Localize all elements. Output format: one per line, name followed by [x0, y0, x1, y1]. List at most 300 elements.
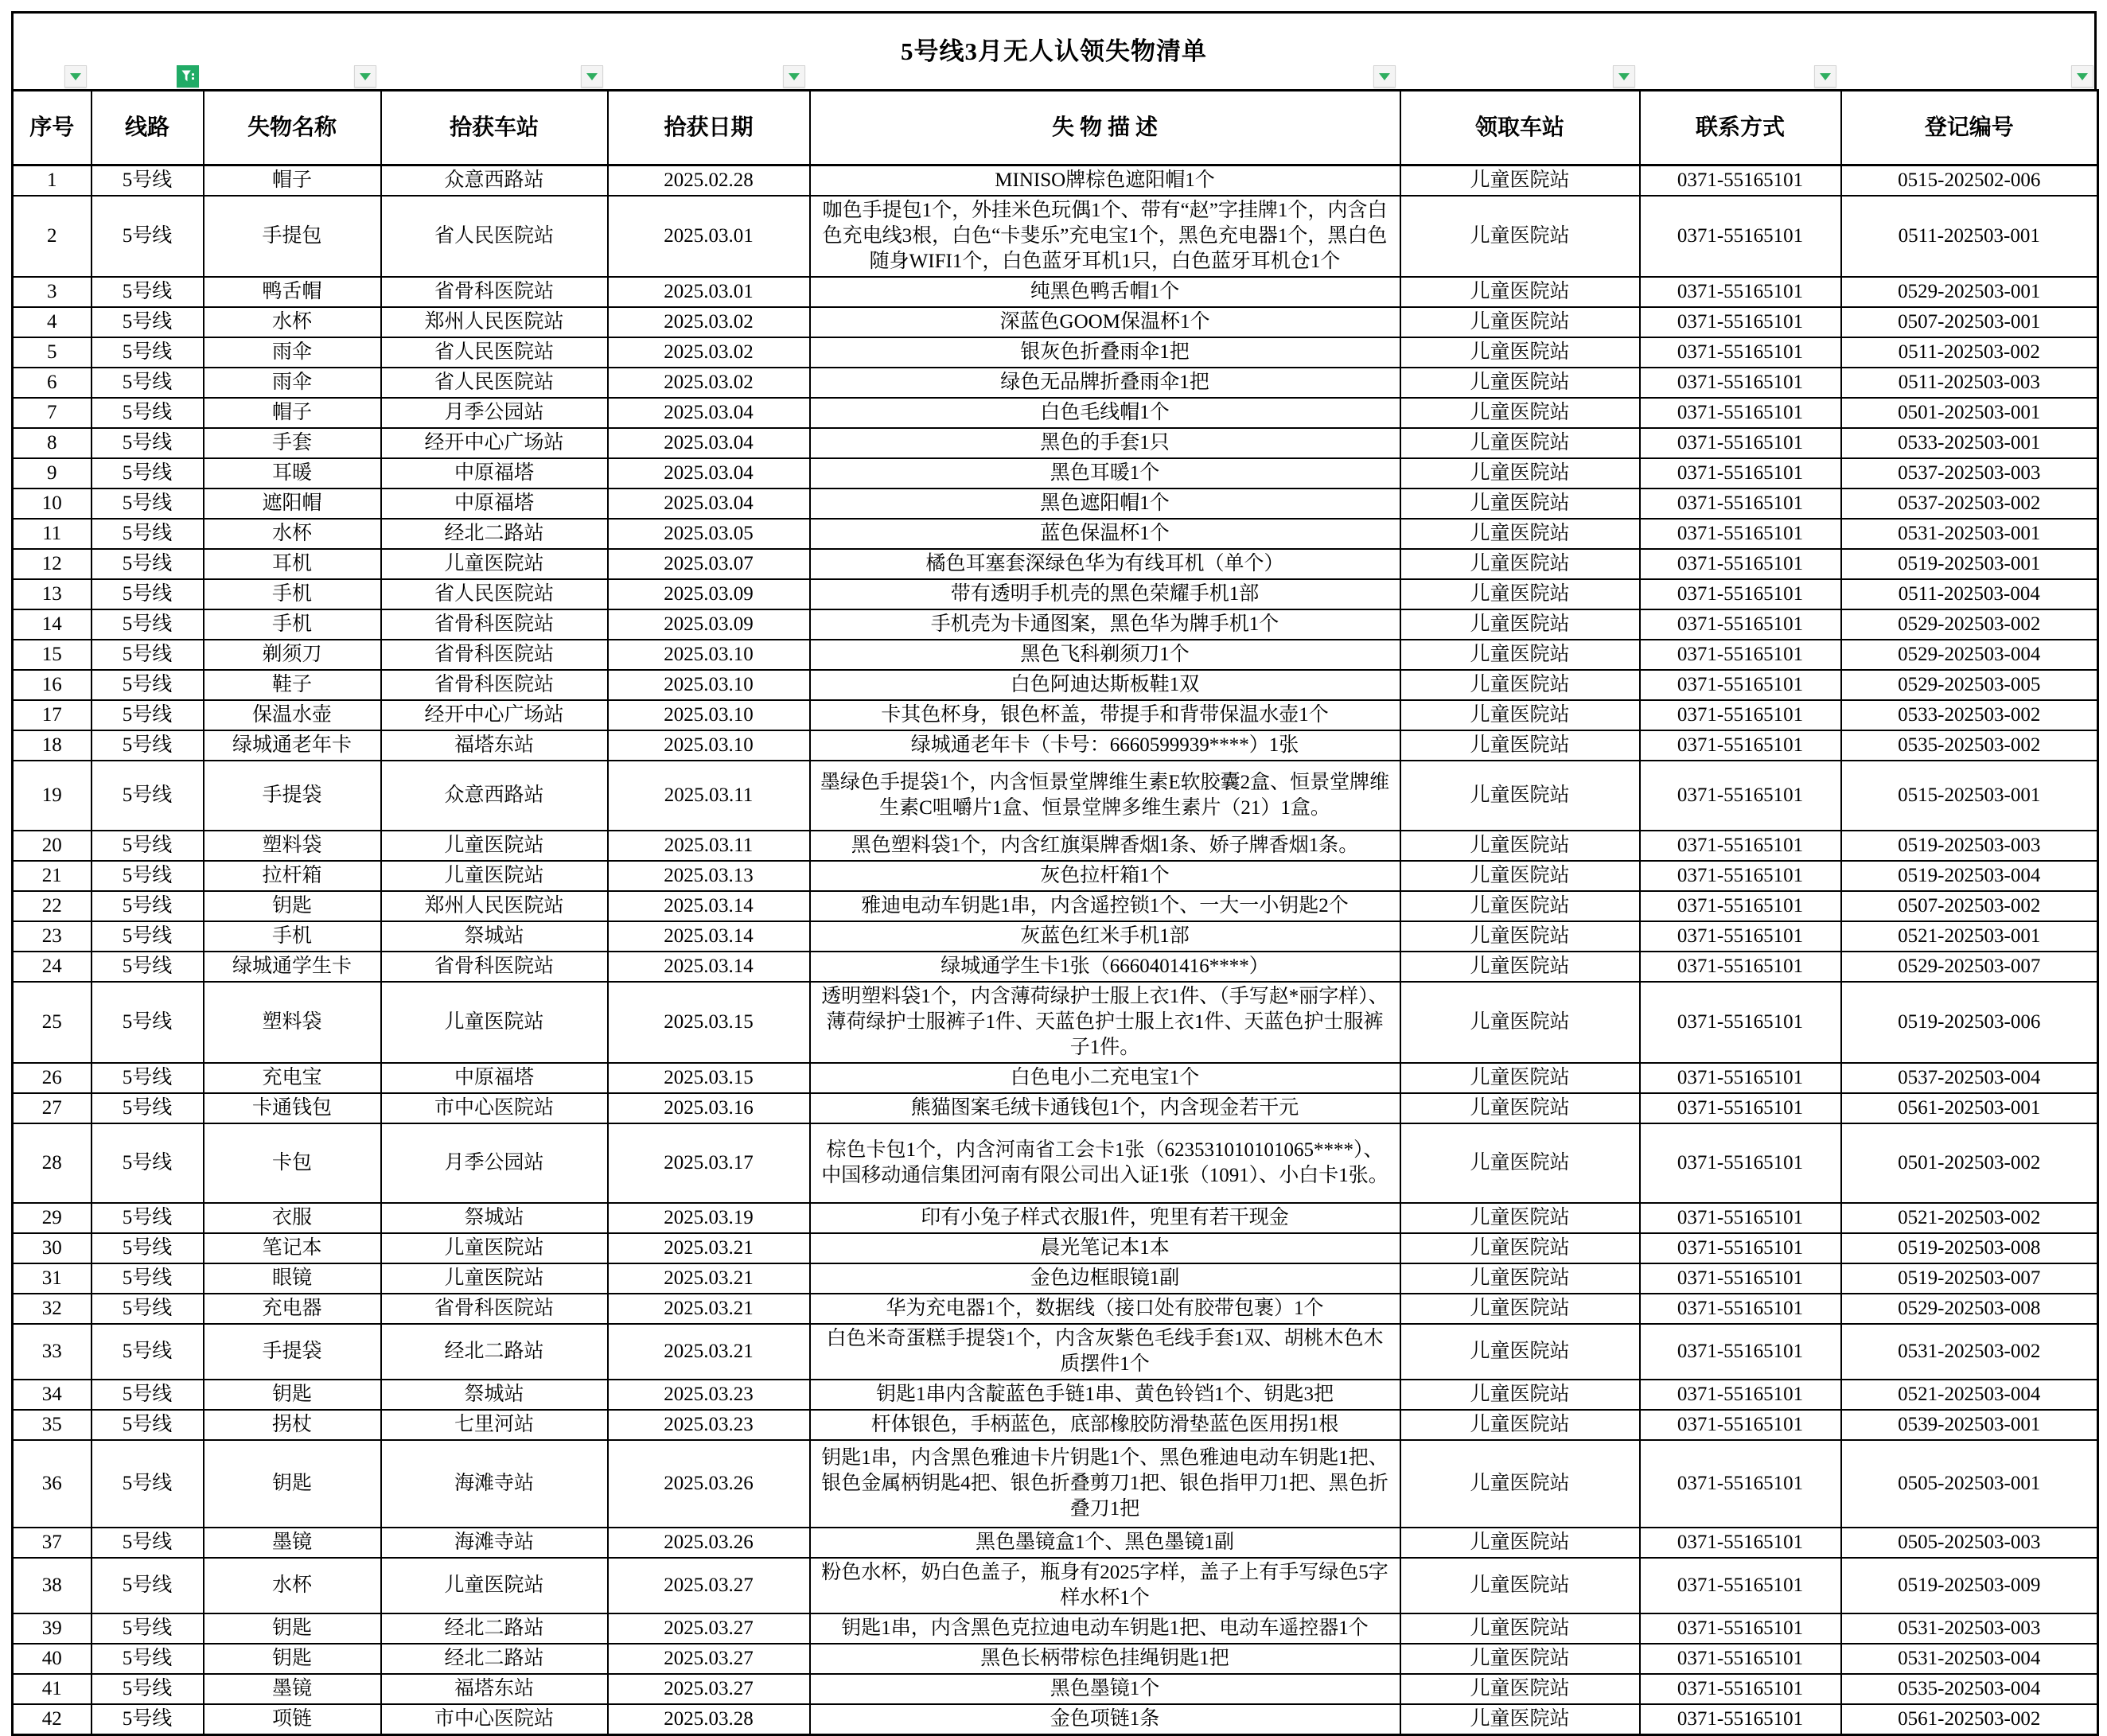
- description-cell[interactable]: 钥匙1串，内含黑色克拉迪电动车钥匙1把、电动车遥控器1个: [810, 1613, 1400, 1644]
- registration-cell[interactable]: 0505-202503-001: [1841, 1440, 2098, 1528]
- found-date-cell[interactable]: 2025.03.04: [608, 458, 810, 488]
- line-cell[interactable]: 5号线: [92, 982, 204, 1063]
- index-cell[interactable]: 30: [13, 1233, 92, 1263]
- contact-cell[interactable]: 0371-55165101: [1640, 277, 1841, 307]
- found-date-cell[interactable]: 2025.03.13: [608, 861, 810, 891]
- registration-cell[interactable]: 0537-202503-002: [1841, 488, 2098, 519]
- registration-cell[interactable]: 0511-202503-001: [1841, 196, 2098, 277]
- contact-cell[interactable]: 0371-55165101: [1640, 1263, 1841, 1294]
- description-cell[interactable]: 黑色墨镜盒1个、黑色墨镜1副: [810, 1528, 1400, 1558]
- item-name-cell[interactable]: 拐杖: [204, 1410, 381, 1440]
- item-name-cell[interactable]: 鸭舌帽: [204, 277, 381, 307]
- filter-dropdown-button-found-date[interactable]: [783, 65, 805, 88]
- item-name-cell[interactable]: 遮阳帽: [204, 488, 381, 519]
- line-cell[interactable]: 5号线: [92, 1410, 204, 1440]
- item-name-cell[interactable]: 卡包: [204, 1123, 381, 1203]
- description-cell[interactable]: 黑色遮阳帽1个: [810, 488, 1400, 519]
- registration-cell[interactable]: 0531-202503-002: [1841, 1324, 2098, 1380]
- line-cell[interactable]: 5号线: [92, 398, 204, 428]
- description-cell[interactable]: 熊猫图案毛绒卡通钱包1个，内含现金若干元: [810, 1093, 1400, 1123]
- found-station-cell[interactable]: 众意西路站: [381, 761, 608, 831]
- description-cell[interactable]: 灰色拉杆箱1个: [810, 861, 1400, 891]
- column-header-contact[interactable]: 联系方式: [1640, 91, 1841, 165]
- index-cell[interactable]: 9: [13, 458, 92, 488]
- registration-cell[interactable]: 0507-202503-001: [1841, 307, 2098, 337]
- claim-station-cell[interactable]: 儿童医院站: [1400, 1203, 1640, 1233]
- index-cell[interactable]: 34: [13, 1380, 92, 1410]
- found-date-cell[interactable]: 2025.03.01: [608, 196, 810, 277]
- description-cell[interactable]: 绿色无品牌折叠雨伞1把: [810, 368, 1400, 398]
- index-cell[interactable]: 33: [13, 1324, 92, 1380]
- claim-station-cell[interactable]: 儿童医院站: [1400, 1674, 1640, 1704]
- contact-cell[interactable]: 0371-55165101: [1640, 1558, 1841, 1613]
- line-cell[interactable]: 5号线: [92, 861, 204, 891]
- index-cell[interactable]: 6: [13, 368, 92, 398]
- claim-station-cell[interactable]: 儿童医院站: [1400, 398, 1640, 428]
- description-cell[interactable]: 带有透明手机壳的黑色荣耀手机1部: [810, 579, 1400, 609]
- description-cell[interactable]: 杆体银色，手柄蓝色，底部橡胶防滑垫蓝色医用拐1根: [810, 1410, 1400, 1440]
- description-cell[interactable]: 晨光笔记本1本: [810, 1233, 1400, 1263]
- index-cell[interactable]: 31: [13, 1263, 92, 1294]
- registration-cell[interactable]: 0515-202503-001: [1841, 761, 2098, 831]
- found-station-cell[interactable]: 儿童医院站: [381, 1558, 608, 1613]
- found-station-cell[interactable]: 七里河站: [381, 1410, 608, 1440]
- index-cell[interactable]: 27: [13, 1093, 92, 1123]
- description-cell[interactable]: 黑色塑料袋1个，内含红旗渠牌香烟1条、娇子牌香烟1条。: [810, 831, 1400, 861]
- found-station-cell[interactable]: 经北二路站: [381, 519, 608, 549]
- claim-station-cell[interactable]: 儿童医院站: [1400, 730, 1640, 761]
- claim-station-cell[interactable]: 儿童医院站: [1400, 1233, 1640, 1263]
- line-cell[interactable]: 5号线: [92, 609, 204, 640]
- found-date-cell[interactable]: 2025.03.02: [608, 307, 810, 337]
- item-name-cell[interactable]: 水杯: [204, 307, 381, 337]
- index-cell[interactable]: 15: [13, 640, 92, 670]
- found-date-cell[interactable]: 2025.03.02: [608, 337, 810, 368]
- found-date-cell[interactable]: 2025.03.26: [608, 1440, 810, 1528]
- index-cell[interactable]: 38: [13, 1558, 92, 1613]
- claim-station-cell[interactable]: 儿童医院站: [1400, 519, 1640, 549]
- contact-cell[interactable]: 0371-55165101: [1640, 761, 1841, 831]
- contact-cell[interactable]: 0371-55165101: [1640, 549, 1841, 579]
- description-cell[interactable]: 白色米奇蛋糕手提袋1个，内含灰紫色毛线手套1双、胡桃木色木质摆件1个: [810, 1324, 1400, 1380]
- contact-cell[interactable]: 0371-55165101: [1640, 1528, 1841, 1558]
- contact-cell[interactable]: 0371-55165101: [1640, 1123, 1841, 1203]
- found-date-cell[interactable]: 2025.03.10: [608, 640, 810, 670]
- found-station-cell[interactable]: 省人民医院站: [381, 368, 608, 398]
- column-header-line[interactable]: 线路: [92, 91, 204, 165]
- claim-station-cell[interactable]: 儿童医院站: [1400, 1063, 1640, 1093]
- description-cell[interactable]: MINISO牌棕色遮阳帽1个: [810, 165, 1400, 197]
- found-station-cell[interactable]: 省人民医院站: [381, 196, 608, 277]
- found-date-cell[interactable]: 2025.03.10: [608, 670, 810, 700]
- found-date-cell[interactable]: 2025.03.17: [608, 1123, 810, 1203]
- contact-cell[interactable]: 0371-55165101: [1640, 921, 1841, 952]
- claim-station-cell[interactable]: 儿童医院站: [1400, 609, 1640, 640]
- claim-station-cell[interactable]: 儿童医院站: [1400, 982, 1640, 1063]
- found-station-cell[interactable]: 经北二路站: [381, 1613, 608, 1644]
- found-date-cell[interactable]: 2025.03.21: [608, 1233, 810, 1263]
- line-cell[interactable]: 5号线: [92, 1294, 204, 1324]
- claim-station-cell[interactable]: 儿童医院站: [1400, 1294, 1640, 1324]
- found-station-cell[interactable]: 月季公园站: [381, 1123, 608, 1203]
- registration-cell[interactable]: 0511-202503-002: [1841, 337, 2098, 368]
- description-cell[interactable]: 钥匙1串，内含黑色雅迪卡片钥匙1个、黑色雅迪电动车钥匙1把、银色金属柄钥匙4把、银色折叠剪刀1把、银色指甲刀1把、黑色折叠刀1把: [810, 1440, 1400, 1528]
- column-header-description[interactable]: 失 物 描 述: [810, 91, 1400, 165]
- contact-cell[interactable]: 0371-55165101: [1640, 398, 1841, 428]
- claim-station-cell[interactable]: 儿童医院站: [1400, 488, 1640, 519]
- index-cell[interactable]: 22: [13, 891, 92, 921]
- description-cell[interactable]: 棕色卡包1个，内含河南省工会卡1张（623531010101065****）、中国移动通信集团河南有限公司出入证1张（1091）、小白卡1张。: [810, 1123, 1400, 1203]
- found-date-cell[interactable]: 2025.03.23: [608, 1410, 810, 1440]
- found-date-cell[interactable]: 2025.03.09: [608, 609, 810, 640]
- item-name-cell[interactable]: 钥匙: [204, 1440, 381, 1528]
- registration-cell[interactable]: 0515-202502-006: [1841, 165, 2098, 197]
- contact-cell[interactable]: 0371-55165101: [1640, 1203, 1841, 1233]
- line-cell[interactable]: 5号线: [92, 640, 204, 670]
- registration-cell[interactable]: 0521-202503-001: [1841, 921, 2098, 952]
- index-cell[interactable]: 24: [13, 952, 92, 982]
- contact-cell[interactable]: 0371-55165101: [1640, 1093, 1841, 1123]
- found-date-cell[interactable]: 2025.03.27: [608, 1644, 810, 1674]
- registration-cell[interactable]: 0531-202503-001: [1841, 519, 2098, 549]
- item-name-cell[interactable]: 钥匙: [204, 1613, 381, 1644]
- found-station-cell[interactable]: 经北二路站: [381, 1644, 608, 1674]
- found-station-cell[interactable]: 祭城站: [381, 1380, 608, 1410]
- claim-station-cell[interactable]: 儿童医院站: [1400, 670, 1640, 700]
- contact-cell[interactable]: 0371-55165101: [1640, 368, 1841, 398]
- contact-cell[interactable]: 0371-55165101: [1640, 1294, 1841, 1324]
- found-station-cell[interactable]: 市中心医院站: [381, 1704, 608, 1735]
- index-cell[interactable]: 2: [13, 196, 92, 277]
- filter-dropdown-button-contact[interactable]: [1814, 65, 1836, 88]
- found-station-cell[interactable]: 月季公园站: [381, 398, 608, 428]
- contact-cell[interactable]: 0371-55165101: [1640, 1674, 1841, 1704]
- line-cell[interactable]: 5号线: [92, 670, 204, 700]
- claim-station-cell[interactable]: 儿童医院站: [1400, 952, 1640, 982]
- line-cell[interactable]: 5号线: [92, 1063, 204, 1093]
- index-cell[interactable]: 1: [13, 165, 92, 197]
- registration-cell[interactable]: 0529-202503-005: [1841, 670, 2098, 700]
- item-name-cell[interactable]: 钥匙: [204, 1380, 381, 1410]
- line-cell[interactable]: 5号线: [92, 368, 204, 398]
- found-station-cell[interactable]: 儿童医院站: [381, 982, 608, 1063]
- contact-cell[interactable]: 0371-55165101: [1640, 831, 1841, 861]
- found-date-cell[interactable]: 2025.03.21: [608, 1294, 810, 1324]
- item-name-cell[interactable]: 雨伞: [204, 337, 381, 368]
- registration-cell[interactable]: 0519-202503-008: [1841, 1233, 2098, 1263]
- description-cell[interactable]: 白色电小二充电宝1个: [810, 1063, 1400, 1093]
- claim-station-cell[interactable]: 儿童医院站: [1400, 1380, 1640, 1410]
- found-station-cell[interactable]: 海滩寺站: [381, 1440, 608, 1528]
- claim-station-cell[interactable]: 儿童医院站: [1400, 921, 1640, 952]
- line-cell[interactable]: 5号线: [92, 196, 204, 277]
- item-name-cell[interactable]: 保温水壶: [204, 700, 381, 730]
- found-date-cell[interactable]: 2025.03.15: [608, 1063, 810, 1093]
- item-name-cell[interactable]: 钥匙: [204, 891, 381, 921]
- found-date-cell[interactable]: 2025.02.28: [608, 165, 810, 197]
- line-cell[interactable]: 5号线: [92, 307, 204, 337]
- description-cell[interactable]: 白色阿迪达斯板鞋1双: [810, 670, 1400, 700]
- contact-cell[interactable]: 0371-55165101: [1640, 196, 1841, 277]
- claim-station-cell[interactable]: 儿童医院站: [1400, 831, 1640, 861]
- registration-cell[interactable]: 0519-202503-001: [1841, 549, 2098, 579]
- line-cell[interactable]: 5号线: [92, 1263, 204, 1294]
- found-date-cell[interactable]: 2025.03.19: [608, 1203, 810, 1233]
- found-station-cell[interactable]: 众意西路站: [381, 165, 608, 197]
- index-cell[interactable]: 13: [13, 579, 92, 609]
- item-name-cell[interactable]: 手套: [204, 428, 381, 458]
- claim-station-cell[interactable]: 儿童医院站: [1400, 1440, 1640, 1528]
- claim-station-cell[interactable]: 儿童医院站: [1400, 1324, 1640, 1380]
- column-header-claim-station[interactable]: 领取车站: [1400, 91, 1640, 165]
- line-cell[interactable]: 5号线: [92, 1203, 204, 1233]
- claim-station-cell[interactable]: 儿童医院站: [1400, 861, 1640, 891]
- found-station-cell[interactable]: 祭城站: [381, 1203, 608, 1233]
- index-cell[interactable]: 20: [13, 831, 92, 861]
- found-station-cell[interactable]: 儿童医院站: [381, 831, 608, 861]
- item-name-cell[interactable]: 雨伞: [204, 368, 381, 398]
- description-cell[interactable]: 手机壳为卡通图案，黑色华为牌手机1个: [810, 609, 1400, 640]
- item-name-cell[interactable]: 帽子: [204, 398, 381, 428]
- line-cell[interactable]: 5号线: [92, 579, 204, 609]
- description-cell[interactable]: 印有小兔子样式衣服1件，兜里有若干现金: [810, 1203, 1400, 1233]
- registration-cell[interactable]: 0531-202503-003: [1841, 1613, 2098, 1644]
- description-cell[interactable]: 墨绿色手提袋1个，内含恒景堂牌维生素E软胶囊2盒、恒景堂牌维生素C咀嚼片1盒、恒景堂牌多维生素片（21）1盒。: [810, 761, 1400, 831]
- found-date-cell[interactable]: 2025.03.15: [608, 982, 810, 1063]
- registration-cell[interactable]: 0505-202503-003: [1841, 1528, 2098, 1558]
- found-station-cell[interactable]: 省骨科医院站: [381, 1294, 608, 1324]
- line-cell[interactable]: 5号线: [92, 1644, 204, 1674]
- item-name-cell[interactable]: 水杯: [204, 519, 381, 549]
- found-station-cell[interactable]: 郑州人民医院站: [381, 307, 608, 337]
- registration-cell[interactable]: 0535-202503-004: [1841, 1674, 2098, 1704]
- index-cell[interactable]: 23: [13, 921, 92, 952]
- claim-station-cell[interactable]: 儿童医院站: [1400, 549, 1640, 579]
- contact-cell[interactable]: 0371-55165101: [1640, 337, 1841, 368]
- item-name-cell[interactable]: 墨镜: [204, 1528, 381, 1558]
- line-cell[interactable]: 5号线: [92, 549, 204, 579]
- description-cell[interactable]: 绿城通老年卡（卡号：6660599939****）1张: [810, 730, 1400, 761]
- registration-cell[interactable]: 0537-202503-004: [1841, 1063, 2098, 1093]
- index-cell[interactable]: 40: [13, 1644, 92, 1674]
- registration-cell[interactable]: 0521-202503-002: [1841, 1203, 2098, 1233]
- registration-cell[interactable]: 0501-202503-002: [1841, 1123, 2098, 1203]
- line-cell[interactable]: 5号线: [92, 1324, 204, 1380]
- registration-cell[interactable]: 0531-202503-004: [1841, 1644, 2098, 1674]
- found-date-cell[interactable]: 2025.03.10: [608, 730, 810, 761]
- found-station-cell[interactable]: 市中心医院站: [381, 1093, 608, 1123]
- claim-station-cell[interactable]: 儿童医院站: [1400, 1613, 1640, 1644]
- registration-cell[interactable]: 0533-202503-001: [1841, 428, 2098, 458]
- item-name-cell[interactable]: 卡通钱包: [204, 1093, 381, 1123]
- item-name-cell[interactable]: 墨镜: [204, 1674, 381, 1704]
- description-cell[interactable]: 钥匙1串内含靛蓝色手链1串、黄色铃铛1个、钥匙3把: [810, 1380, 1400, 1410]
- found-station-cell[interactable]: 经开中心广场站: [381, 700, 608, 730]
- found-station-cell[interactable]: 省骨科医院站: [381, 640, 608, 670]
- found-station-cell[interactable]: 省骨科医院站: [381, 609, 608, 640]
- found-date-cell[interactable]: 2025.03.01: [608, 277, 810, 307]
- item-name-cell[interactable]: 手提袋: [204, 761, 381, 831]
- index-cell[interactable]: 3: [13, 277, 92, 307]
- line-cell[interactable]: 5号线: [92, 1440, 204, 1528]
- claim-station-cell[interactable]: 儿童医院站: [1400, 1093, 1640, 1123]
- found-date-cell[interactable]: 2025.03.04: [608, 398, 810, 428]
- claim-station-cell[interactable]: 儿童医院站: [1400, 700, 1640, 730]
- found-date-cell[interactable]: 2025.03.21: [608, 1324, 810, 1380]
- contact-cell[interactable]: 0371-55165101: [1640, 700, 1841, 730]
- index-cell[interactable]: 41: [13, 1674, 92, 1704]
- found-station-cell[interactable]: 省骨科医院站: [381, 952, 608, 982]
- found-date-cell[interactable]: 2025.03.16: [608, 1093, 810, 1123]
- registration-cell[interactable]: 0561-202503-002: [1841, 1704, 2098, 1735]
- contact-cell[interactable]: 0371-55165101: [1640, 1644, 1841, 1674]
- found-date-cell[interactable]: 2025.03.14: [608, 891, 810, 921]
- claim-station-cell[interactable]: 儿童医院站: [1400, 368, 1640, 398]
- item-name-cell[interactable]: 耳暖: [204, 458, 381, 488]
- description-cell[interactable]: 黑色耳暖1个: [810, 458, 1400, 488]
- item-name-cell[interactable]: 手机: [204, 579, 381, 609]
- contact-cell[interactable]: 0371-55165101: [1640, 1063, 1841, 1093]
- claim-station-cell[interactable]: 儿童医院站: [1400, 1704, 1640, 1735]
- found-date-cell[interactable]: 2025.03.14: [608, 921, 810, 952]
- index-cell[interactable]: 25: [13, 982, 92, 1063]
- line-cell[interactable]: 5号线: [92, 891, 204, 921]
- filter-dropdown-button-registration[interactable]: [2071, 65, 2093, 88]
- registration-cell[interactable]: 0537-202503-003: [1841, 458, 2098, 488]
- found-date-cell[interactable]: 2025.03.26: [608, 1528, 810, 1558]
- contact-cell[interactable]: 0371-55165101: [1640, 579, 1841, 609]
- claim-station-cell[interactable]: 儿童医院站: [1400, 579, 1640, 609]
- found-date-cell[interactable]: 2025.03.23: [608, 1380, 810, 1410]
- contact-cell[interactable]: 0371-55165101: [1640, 891, 1841, 921]
- registration-cell[interactable]: 0511-202503-004: [1841, 579, 2098, 609]
- index-cell[interactable]: 17: [13, 700, 92, 730]
- index-cell[interactable]: 19: [13, 761, 92, 831]
- found-date-cell[interactable]: 2025.03.27: [608, 1613, 810, 1644]
- index-cell[interactable]: 29: [13, 1203, 92, 1233]
- claim-station-cell[interactable]: 儿童医院站: [1400, 337, 1640, 368]
- contact-cell[interactable]: 0371-55165101: [1640, 1410, 1841, 1440]
- index-cell[interactable]: 11: [13, 519, 92, 549]
- line-cell[interactable]: 5号线: [92, 730, 204, 761]
- claim-station-cell[interactable]: 儿童医院站: [1400, 277, 1640, 307]
- registration-cell[interactable]: 0529-202503-004: [1841, 640, 2098, 670]
- registration-cell[interactable]: 0529-202503-001: [1841, 277, 2098, 307]
- column-header-found-date[interactable]: 拾获日期: [608, 91, 810, 165]
- line-cell[interactable]: 5号线: [92, 1093, 204, 1123]
- registration-cell[interactable]: 0535-202503-002: [1841, 730, 2098, 761]
- item-name-cell[interactable]: 帽子: [204, 165, 381, 197]
- description-cell[interactable]: 黑色飞科剃须刀1个: [810, 640, 1400, 670]
- index-cell[interactable]: 32: [13, 1294, 92, 1324]
- found-date-cell[interactable]: 2025.03.27: [608, 1558, 810, 1613]
- index-cell[interactable]: 21: [13, 861, 92, 891]
- claim-station-cell[interactable]: 儿童医院站: [1400, 458, 1640, 488]
- contact-cell[interactable]: 0371-55165101: [1640, 982, 1841, 1063]
- item-name-cell[interactable]: 塑料袋: [204, 982, 381, 1063]
- line-cell[interactable]: 5号线: [92, 165, 204, 197]
- claim-station-cell[interactable]: 儿童医院站: [1400, 640, 1640, 670]
- found-station-cell[interactable]: 省骨科医院站: [381, 670, 608, 700]
- index-cell[interactable]: 35: [13, 1410, 92, 1440]
- found-date-cell[interactable]: 2025.03.11: [608, 831, 810, 861]
- contact-cell[interactable]: 0371-55165101: [1640, 1233, 1841, 1263]
- found-station-cell[interactable]: 经北二路站: [381, 1324, 608, 1380]
- registration-cell[interactable]: 0511-202503-003: [1841, 368, 2098, 398]
- description-cell[interactable]: 蓝色保温杯1个: [810, 519, 1400, 549]
- contact-cell[interactable]: 0371-55165101: [1640, 670, 1841, 700]
- found-date-cell[interactable]: 2025.03.10: [608, 700, 810, 730]
- line-cell[interactable]: 5号线: [92, 337, 204, 368]
- line-cell[interactable]: 5号线: [92, 488, 204, 519]
- contact-cell[interactable]: 0371-55165101: [1640, 1613, 1841, 1644]
- found-station-cell[interactable]: 福塔东站: [381, 1674, 608, 1704]
- contact-cell[interactable]: 0371-55165101: [1640, 165, 1841, 197]
- contact-cell[interactable]: 0371-55165101: [1640, 488, 1841, 519]
- description-cell[interactable]: 银灰色折叠雨伞1把: [810, 337, 1400, 368]
- description-cell[interactable]: 绿城通学生卡1张（6660401416****）: [810, 952, 1400, 982]
- registration-cell[interactable]: 0519-202503-006: [1841, 982, 2098, 1063]
- contact-cell[interactable]: 0371-55165101: [1640, 952, 1841, 982]
- contact-cell[interactable]: 0371-55165101: [1640, 609, 1841, 640]
- found-date-cell[interactable]: 2025.03.04: [608, 488, 810, 519]
- line-cell[interactable]: 5号线: [92, 1380, 204, 1410]
- description-cell[interactable]: 白色毛线帽1个: [810, 398, 1400, 428]
- found-station-cell[interactable]: 省骨科医院站: [381, 277, 608, 307]
- claim-station-cell[interactable]: 儿童医院站: [1400, 1410, 1640, 1440]
- line-cell[interactable]: 5号线: [92, 458, 204, 488]
- found-date-cell[interactable]: 2025.03.09: [608, 579, 810, 609]
- item-name-cell[interactable]: 水杯: [204, 1558, 381, 1613]
- claim-station-cell[interactable]: 儿童医院站: [1400, 428, 1640, 458]
- column-header-item-name[interactable]: 失物名称: [204, 91, 381, 165]
- index-cell[interactable]: 8: [13, 428, 92, 458]
- registration-cell[interactable]: 0533-202503-002: [1841, 700, 2098, 730]
- contact-cell[interactable]: 0371-55165101: [1640, 1440, 1841, 1528]
- found-station-cell[interactable]: 儿童医院站: [381, 1263, 608, 1294]
- claim-station-cell[interactable]: 儿童医院站: [1400, 1558, 1640, 1613]
- item-name-cell[interactable]: 耳机: [204, 549, 381, 579]
- index-cell[interactable]: 4: [13, 307, 92, 337]
- index-cell[interactable]: 5: [13, 337, 92, 368]
- index-cell[interactable]: 16: [13, 670, 92, 700]
- item-name-cell[interactable]: 拉杆箱: [204, 861, 381, 891]
- found-station-cell[interactable]: 郑州人民医院站: [381, 891, 608, 921]
- line-cell[interactable]: 5号线: [92, 1674, 204, 1704]
- registration-cell[interactable]: 0519-202503-003: [1841, 831, 2098, 861]
- found-station-cell[interactable]: 中原福塔: [381, 458, 608, 488]
- contact-cell[interactable]: 0371-55165101: [1640, 640, 1841, 670]
- found-date-cell[interactable]: 2025.03.05: [608, 519, 810, 549]
- description-cell[interactable]: 透明塑料袋1个，内含薄荷绿护士服上衣1件、（手写赵*丽字样）、薄荷绿护士服裤子1件、天蓝色护士服上衣1件、天蓝色护士服裤子1件。: [810, 982, 1400, 1063]
- line-cell[interactable]: 5号线: [92, 1528, 204, 1558]
- contact-cell[interactable]: 0371-55165101: [1640, 307, 1841, 337]
- registration-cell[interactable]: 0529-202503-008: [1841, 1294, 2098, 1324]
- registration-cell[interactable]: 0561-202503-001: [1841, 1093, 2098, 1123]
- index-cell[interactable]: 12: [13, 549, 92, 579]
- line-cell[interactable]: 5号线: [92, 1613, 204, 1644]
- found-date-cell[interactable]: 2025.03.07: [608, 549, 810, 579]
- column-header-registration[interactable]: 登记编号: [1841, 91, 2098, 165]
- found-station-cell[interactable]: 中原福塔: [381, 488, 608, 519]
- line-cell[interactable]: 5号线: [92, 831, 204, 861]
- claim-station-cell[interactable]: 儿童医院站: [1400, 165, 1640, 197]
- found-station-cell[interactable]: 儿童医院站: [381, 549, 608, 579]
- claim-station-cell[interactable]: 儿童医院站: [1400, 1644, 1640, 1674]
- line-cell[interactable]: 5号线: [92, 761, 204, 831]
- description-cell[interactable]: 粉色水杯，奶白色盖子，瓶身有2025字样，盖子上有手写绿色5字样水杯1个: [810, 1558, 1400, 1613]
- claim-station-cell[interactable]: 儿童医院站: [1400, 891, 1640, 921]
